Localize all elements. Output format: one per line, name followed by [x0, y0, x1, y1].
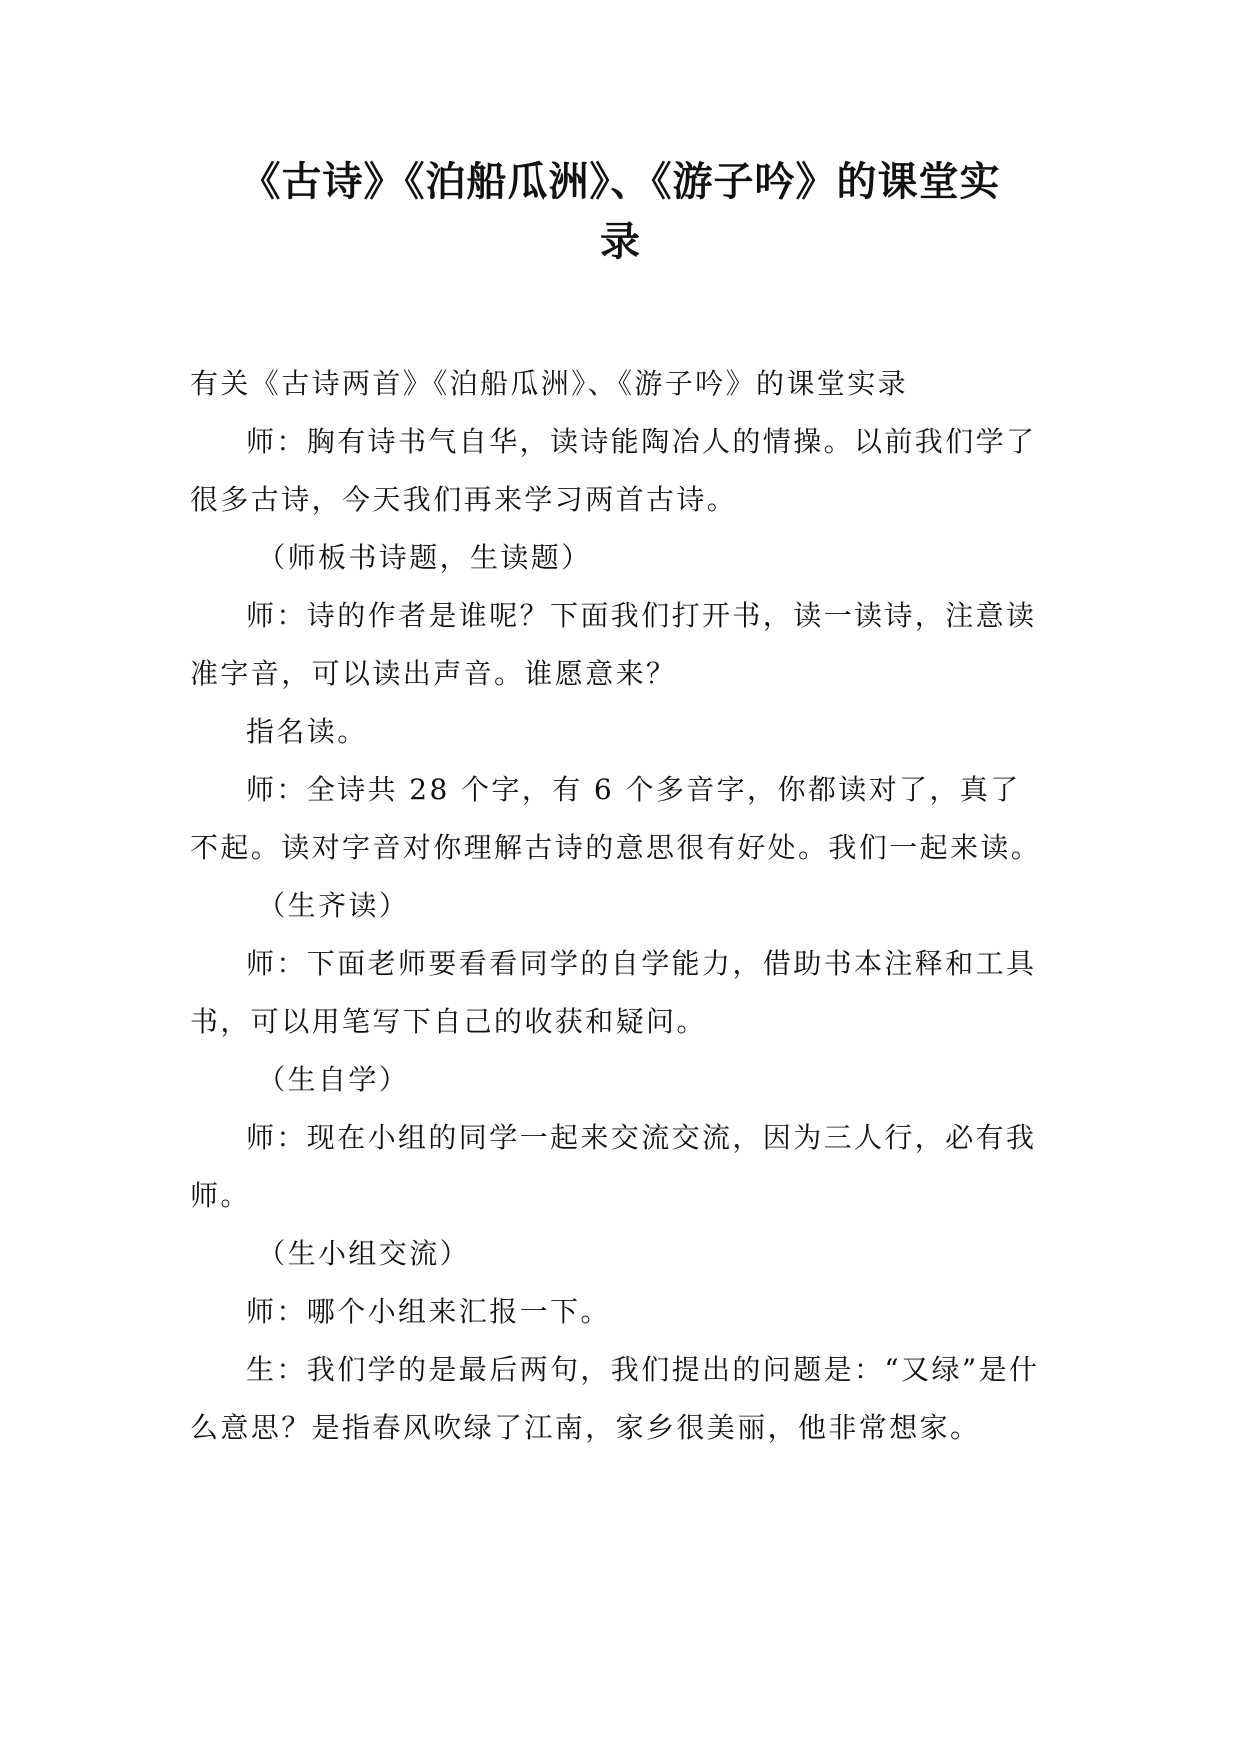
paragraph-intro: 有关《古诗两首》《泊船瓜洲》、《游子吟》的课堂实录 — [190, 367, 909, 400]
paragraph: 师：哪个小组来汇报一下。 — [246, 1295, 611, 1328]
paragraph: 生：我们学的是最后两句，我们提出的问题是：“又绿”是什么意思？是指春风吹绿了江南，家乡很美丽，他非常想家。 — [190, 1353, 1040, 1444]
title-line-2: 录 — [600, 218, 641, 265]
paragraph: （师板书诗题，生读题） — [257, 541, 592, 574]
paragraph: 师：胸有诗书气自华，读诗能陶冶人的情操。以前我们学了很多古诗，今天我们再来学习两首古诗。 — [190, 425, 1037, 516]
paragraph: 师：下面老师要看看同学的自学能力，借助书本注释和工具书，可以用笔写下自己的收获和疑问。 — [190, 947, 1037, 1038]
paragraph: 指名读。 — [246, 715, 368, 748]
document-title — [190, 152, 1051, 272]
paragraph: （生齐读） — [257, 889, 410, 922]
paragraph: （生小组交流） — [257, 1237, 470, 1270]
paragraph: 师：诗的作者是谁呢？下面我们打开书，读一读诗，注意读准字音，可以读出声音。谁愿意来？ — [190, 599, 1037, 690]
title-line-1: 《古诗》《泊船瓜洲》、《游子吟》的课堂实 — [240, 158, 1001, 205]
paragraph: （生自学） — [257, 1063, 410, 1096]
paragraph: 师：全诗共 28 个字，有 6 个多音字，你都读对了，真了不起。读对字音对你理解古诗的意思很有好处。我们一起来读。 — [190, 773, 1042, 864]
paragraph: 师：现在小组的同学一起来交流交流，因为三人行，必有我师。 — [190, 1121, 1037, 1212]
document-body — [190, 355, 1050, 1457]
